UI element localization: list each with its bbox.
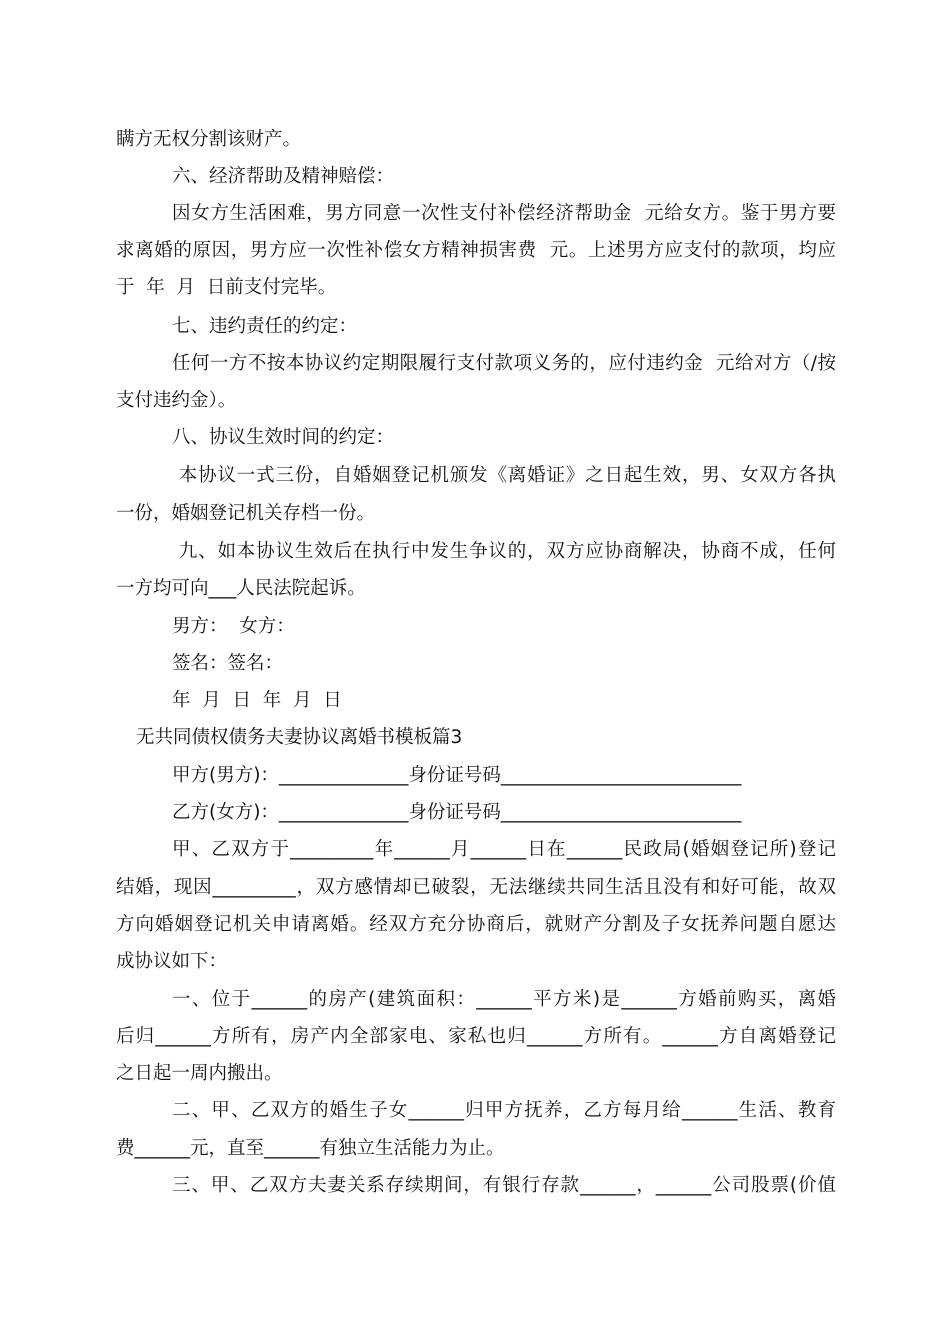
signature-line: 签名：签名： [172,653,284,674]
paragraph-line: 一份，婚姻登记机关存档一份。 [116,503,376,524]
paragraph-line: 一、位于______的房产(建筑面积：______平方米)是______方婚前购买，离婚 [172,989,836,1010]
paragraph-line: 因女方生活困难，男方同意一次性支付补偿经济帮助金 元给女方。鉴于男方要 [172,203,836,224]
section-title: 无共同债权债务夫妻协议离婚书模板篇3 [136,727,463,748]
paragraph-line: 一方均可向___人民法院起诉。 [116,578,366,599]
section-heading: 六、经济帮助及精神赔偿： [172,166,395,187]
section-heading: 七、违约责任的约定： [172,316,358,337]
paragraph-line: 九、如本协议生效后在执行中发生争议的，双方应协商解决，协商不成，任何 [172,541,836,562]
paragraph-line: 费______元，直至______有独立生活能力为止。 [116,1138,505,1159]
paragraph-line: 后归______方所有，房产内全部家电、家私也归______方所有。______方自离婚登记 [116,1026,836,1047]
paragraph-line: 本协议一式三份，自婚姻登记机颁发《离婚证》之日起生效，男、女双方各执 [172,465,836,486]
paragraph-line: 方向婚姻登记机关申请离婚。经双方充分协商后，就财产分割及子女抚养问题自愿达 [116,914,836,935]
paragraph-line: 求离婚的原因，男方应一次性补偿女方精神损害费 元。上述男方应支付的款项，均应 [116,240,836,261]
paragraph-line: 三、甲、乙双方夫妻关系存续期间，有银行存款______，______公司股票(价值 [172,1175,836,1196]
section-heading: 八、协议生效时间的约定： [172,427,395,448]
paragraph-line: 于 年 月 日前支付完毕。 [116,277,337,298]
paragraph-line: 任何一方不按本协议约定期限履行支付款项义务的，应付违约金 元给对方（/按 [172,353,836,374]
paragraph-line: 结婚，现因_________，双方感情却已破裂，无法继续共同生活且没有和好可能，故双 [116,877,836,898]
paragraph-line: 支付违约金）。 [116,390,237,411]
party-b-line: 乙方(女方)：______________身份证号码__________________________ [172,802,742,823]
signature-party-line: 男方： 女方： [172,616,295,637]
paragraph-line: 成协议如下： [116,951,228,972]
paragraph-line: 瞒方无权分割该财产。 [116,129,302,150]
paragraph-line: 之日起一周内搬出。 [116,1063,283,1084]
paragraph-line: 二、甲、乙双方的婚生子女______归甲方抚养，乙方每月给______生活、教育 [172,1100,836,1121]
party-a-line: 甲方(男方)：______________身份证号码__________________________ [172,765,742,786]
paragraph-line: 甲、乙双方于_________年______月______日在______民政局(婚姻登记所)登记 [172,839,836,860]
date-line: 年 月 日 年 月 日 [172,690,342,711]
